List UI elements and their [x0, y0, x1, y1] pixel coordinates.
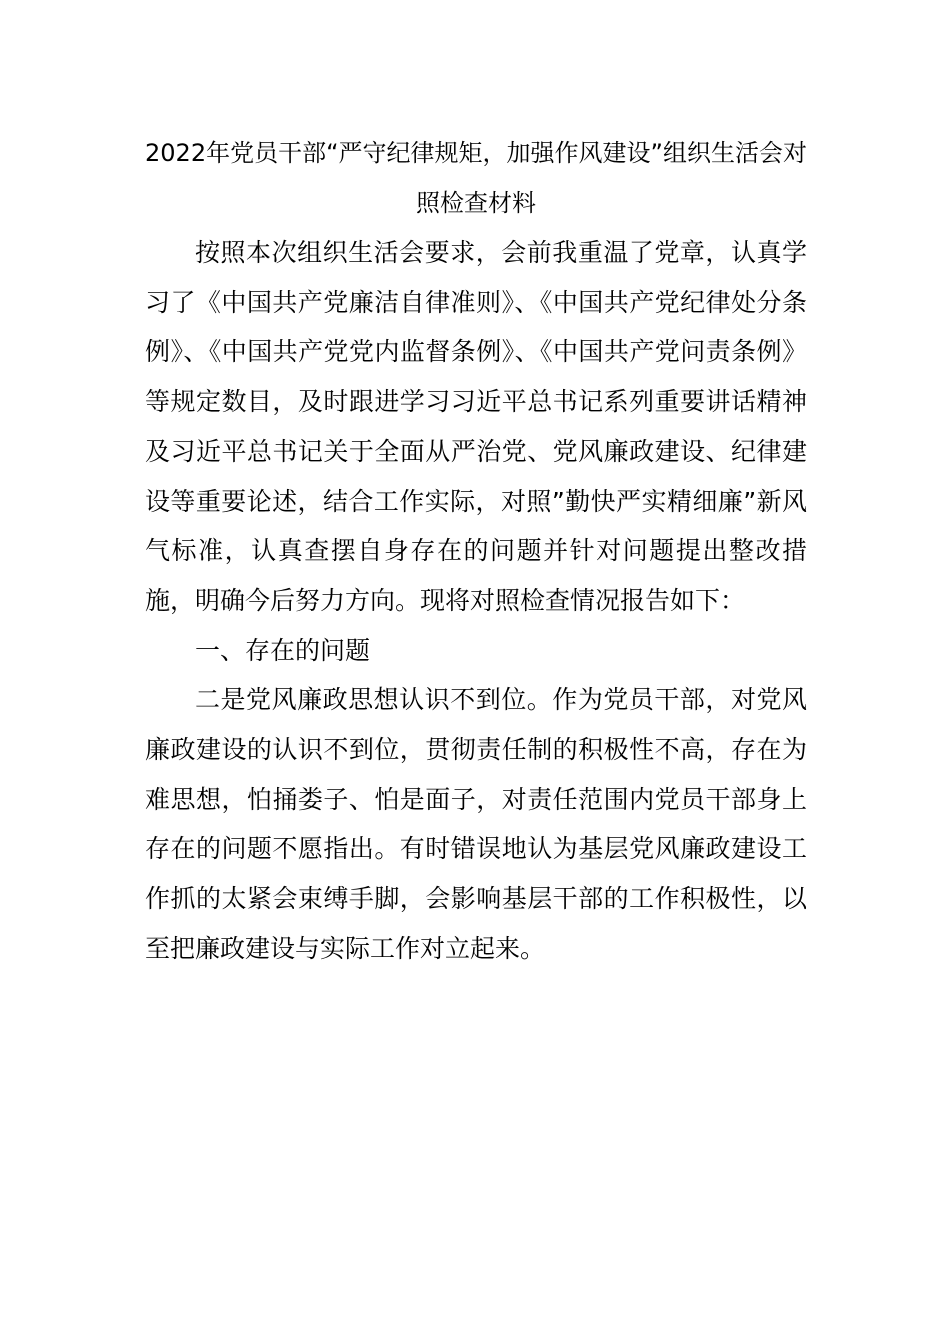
intro-paragraph: 按照本次组织生活会要求，会前我重温了党章，认真学习了《中国共产党廉洁自律准则》、《中国共产党纪律处分条例》、《中国共产党党内监督条例》、《中国共产党问责条例》等规定数目，及时跟进学习习近平总书记系列重要讲话精神及习近平总书记关于全面从严治党、党风廉政建设、纪律建设等重要论述，结合工作实际，对照”勤快严实精细廉”新风气标准，认真查摆自身存在的问题并针对问题提出整改措施，明确今后努力方向。现将对照检查情况报告如下：	[145, 238, 807, 615]
problem-paragraph: 二是党风廉政思想认识不到位。作为党员干部，对党风廉政建设的认识不到位，贯彻责任制的积极性不高，存在为难思想，怕捅娄子、怕是面子，对责任范围内党员干部身上存在的问题不愿指出。有时错误地认为基层党风廉政建设工作抓的太紧会束缚手脚，会影响基层干部的工作积极性，以至把廉政建设与实际工作对立起来。	[145, 685, 807, 963]
document-title: 2022年党员干部“严守纪律规矩，加强作风建设”组织生活会对照检查材料	[145, 139, 807, 217]
document-body	[145, 128, 807, 974]
section-heading-problems: 一、存在的问题	[195, 635, 371, 665]
